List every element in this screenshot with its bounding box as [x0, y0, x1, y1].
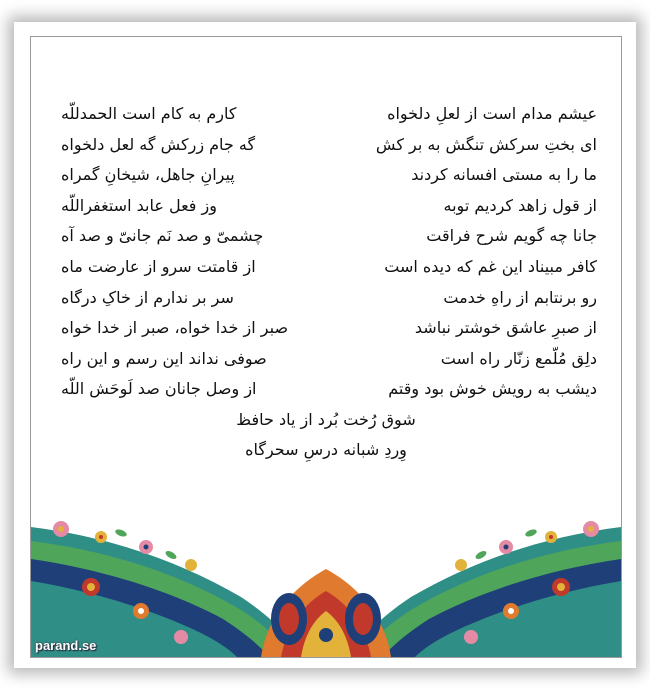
hemistich-right: از صبرِ عاشق خوشتر نباشد: [414, 318, 597, 338]
hemistich-right: ای بختِ سرکش تنگش به بر کش: [375, 134, 597, 154]
hemistich-left: سر بر ندارم از خاکِ درگاه: [61, 287, 234, 307]
hemistich-right: جانا چه گویم شرح فراقت: [426, 226, 597, 246]
hemistich-right: رو برنتابم از راهِ خدمت: [443, 287, 597, 307]
couplet: [31, 221, 621, 252]
couplet: [31, 160, 621, 191]
closing-line: شوق رُخت بُرد از یاد حافظ: [236, 409, 416, 429]
couplet: [31, 130, 621, 161]
hemistich-left: وز فعل عابد استغفراللّه: [61, 195, 217, 215]
hemistich-left: کارم به کام است الحمدللّه: [61, 104, 237, 123]
hemistich-left: صوفی نداند این رسم و این راه: [61, 348, 267, 368]
site-watermark: parand.se: [35, 638, 97, 653]
couplet: [31, 252, 621, 283]
hemistich-left: صبر از خدا خواه، صبر از خدا خواه: [61, 318, 289, 338]
hemistich-left: از وصل جانان صد لَوحَش اللّه: [61, 379, 257, 399]
couplet: [31, 374, 621, 405]
hemistich-left: چشمیّ و صد نَم جانیّ و صد آه: [61, 226, 264, 246]
hemistich-left: از قامتت سرو از عارضت ماه: [61, 256, 256, 276]
hemistich-right: کافر مبیناد این غم که دیده است: [384, 256, 597, 276]
hemistich-right: دیشب به رویش خوش بود وقتم: [388, 379, 597, 399]
couplet: [31, 313, 621, 344]
couplet: [31, 191, 621, 222]
couplet: [31, 99, 621, 130]
closing-line: وِردِ شبانه درسِ سحرگاه: [245, 439, 407, 459]
hemistich-right: از قول زاهد کردیم توبه: [443, 195, 597, 215]
hemistich-left: گه جام زرکش گه لعل دلخواه: [61, 134, 256, 154]
hemistich-right: دلِق مُلّمع زنّار راه است: [440, 348, 597, 368]
poem-card: [30, 36, 622, 658]
hemistich-right: عیشم مدام است از لعلِ دلخواه: [387, 104, 597, 123]
poem-body: [31, 99, 621, 465]
couplet: [31, 344, 621, 375]
floral-ornament-icon: [31, 507, 621, 657]
couplet: [31, 283, 621, 314]
hemistich-right: ما را به مستی افسانه کردند: [411, 165, 597, 185]
hemistich-left: پیرانِ جاهل، شیخانِ گمراه: [61, 165, 235, 185]
